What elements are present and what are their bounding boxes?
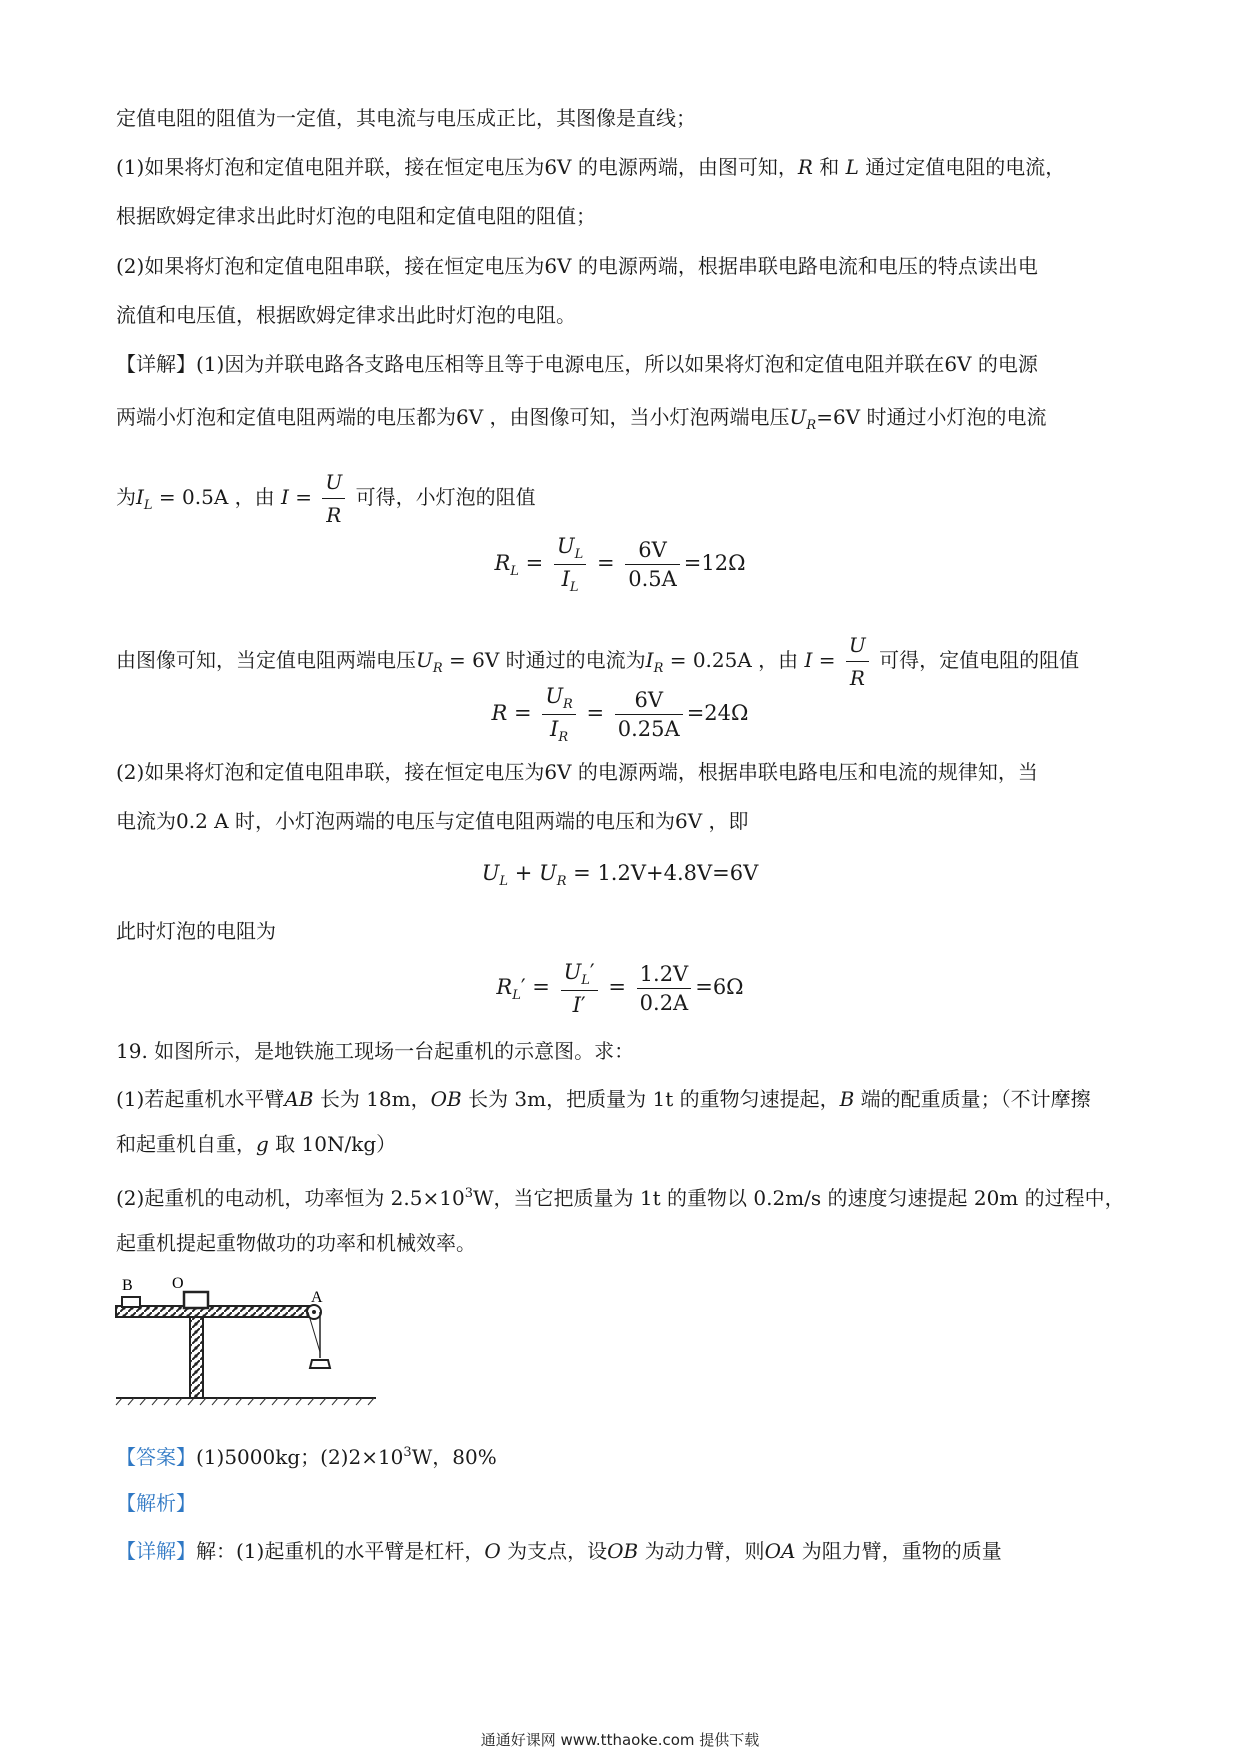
equation-r: R = $\frac{U_R}{I_R}$ = $\frac{6V}{0.25A}$ =24Ω: [491, 684, 749, 745]
equation-rl-prime: $R_L'$ = $\frac{U_L'}{I'}$ = $\frac{1.2V}{0.2A}$ =6Ω: [496, 960, 744, 1017]
crane-arm: [116, 1306, 316, 1317]
text-line: [116, 301, 576, 329]
analysis-tag: 【解析】: [116, 1491, 196, 1515]
text-line: (1)若起重机水平臂AB 长为 18m，OB 长为 3m，把质量为 1t 的重物匀速提起，B 端的配重质量；（不计摩擦: [116, 1087, 1091, 1111]
detail-tag: 【详解】: [116, 1539, 196, 1563]
label-a: A: [311, 1289, 323, 1306]
text: 流值和电压值，根据欧姆定律求出此时灯泡的电阻。: [116, 303, 576, 327]
text: 此时灯泡的电阻为: [116, 919, 276, 943]
pivot-block: [184, 1292, 208, 1308]
load: [310, 1360, 330, 1368]
text: = 6V 时通过的电流为: [442, 648, 646, 672]
text-line: [116, 252, 1038, 280]
text: (1)因为并联电路各支路电压相等且等于电源电压，所以如果将灯泡和定值电阻并联在6V 的电源: [196, 352, 1038, 376]
fraction-u-over-r: $\frac{U}{R}$: [846, 631, 869, 692]
text: 为: [116, 485, 136, 509]
subscript: R: [806, 418, 817, 433]
text-line: [116, 104, 696, 132]
text-line: [116, 917, 276, 945]
text: 和: [819, 155, 840, 179]
text-line: 为$I_L = 0.5A$ ，由 I = $\frac{U}{R}$ 可得，小灯泡的阻值: [116, 470, 536, 527]
text-line: 和起重机自重，g 取 10N/kg）: [116, 1132, 397, 1156]
text: 定值电阻的阻值为一定值，其电流与电压成正比，其图像是直线；: [116, 106, 696, 130]
symbol: U: [789, 405, 807, 429]
text-line: 由图像可知，当定值电阻两端电压$U_R = 6V$ 时通过的电流为$I_R = 0.25A$ ，由 I = $\frac{U}{R}$ 可得，定值电阻的阻值: [116, 633, 1080, 690]
subscript: L: [143, 498, 153, 513]
equation-rl: $R_L$ = $\frac{U_L}{I_L}$ = $\frac{6V}{0.5A}$ =12Ω: [494, 534, 746, 595]
fraction-u-over-r: $\frac{U}{R}$: [322, 468, 345, 529]
label-b: B: [122, 1277, 133, 1294]
symbol: L: [845, 155, 859, 179]
text: =6V 时通过小灯泡的电流: [816, 405, 1047, 429]
text-line: [116, 350, 1038, 378]
analysis-line: [116, 1489, 196, 1517]
answer-tag: 【答案】: [116, 1445, 196, 1469]
text: 可得，定值电阻的阻值: [879, 648, 1080, 672]
equation-sum: $U_L + U_R = 1.2V+4.8V=6V$: [481, 861, 759, 889]
text: 通过定值电阻的电流，: [865, 155, 1066, 179]
counterweight: [122, 1297, 140, 1307]
label-o: O: [172, 1275, 184, 1292]
text: (2)如果将灯泡和定值电阻串联，接在恒定电压为6V 的电源两端，根据串联电路电压和电流的规律知，当: [116, 760, 1038, 784]
text: 可得，小灯泡的阻值: [355, 485, 536, 509]
crane-tower: [190, 1316, 203, 1398]
detail-line: 【详解】解：(1)起重机的水平臂是杠杆，O 为支点，设OB 为动力臂，则OA 为阻力臂，重物的质量: [116, 1539, 1002, 1563]
text-line: (2)起重机的电动机，功率恒为 $2.5\times 10^3W$，当它把质量为 1t 的重物以 0.2m/s 的速度匀速提起 20m 的过程中，: [116, 1186, 1125, 1210]
detail-tag: 【详解】: [116, 352, 196, 376]
text-line: [116, 758, 1038, 786]
text-line: [116, 153, 1065, 181]
text-line: [116, 807, 749, 835]
text: 根据欧姆定律求出此时灯泡的电阻和定值电阻的阻值；: [116, 204, 596, 228]
text-line: [116, 202, 596, 230]
text: (2)如果将灯泡和定值电阻串联，接在恒定电压为6V 的电源两端，根据串联电路电流和电压的特点读出电: [116, 254, 1038, 278]
symbol: I: [136, 485, 144, 509]
text: = 0.5A ，由: [152, 485, 275, 509]
text-line: [116, 403, 1046, 440]
text: (1)如果将灯泡和定值电阻并联，接在恒定电压为6V 的电源两端，由图可知，: [116, 155, 798, 179]
answer-line: 【答案】(1)5000kg；$(2)2\times 10^3W$，80%: [116, 1445, 497, 1469]
symbol: I: [281, 485, 289, 509]
text: 由图像可知，当定值电阻两端电压: [116, 648, 416, 672]
text: 两端小灯泡和定值电阻两端的电压都为6V ，由图像可知，当小灯泡两端电压: [116, 405, 790, 429]
page-footer: 通通好课网 www.tthaoke.com 提供下载: [480, 1731, 760, 1749]
text: 电流为0.2 A 时，小灯泡两端的电压与定值电阻两端的电压和为6V ，即: [116, 809, 749, 833]
crane-diagram: [112, 1272, 382, 1412]
question-19-title: 19. 如图所示，是地铁施工现场一台起重机的示意图。求：: [116, 1039, 635, 1063]
text: = 0.25A ，由: [663, 648, 799, 672]
symbol: R: [797, 155, 813, 179]
text-line: 起重机提起重物做功的功率和机械效率。: [116, 1231, 476, 1255]
